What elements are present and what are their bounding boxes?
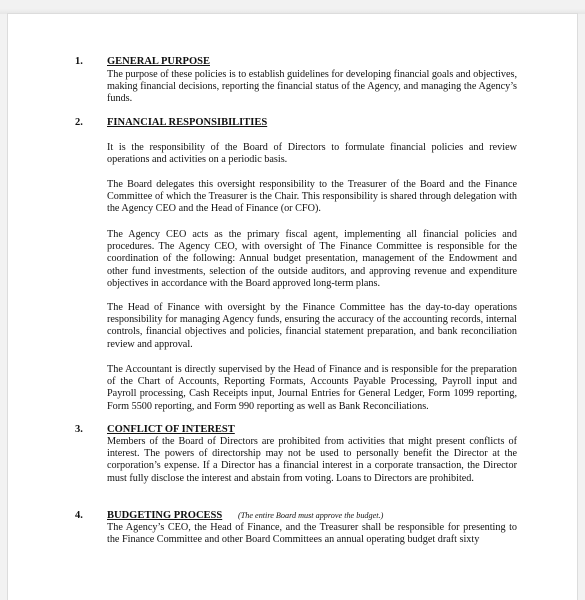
- paragraph: It is the responsibility of the Board of Directors to formulate financial policies and review operations and activities on a periodic basis.: [107, 142, 517, 166]
- section-number: 3.: [75, 424, 83, 435]
- paragraph: The Agency’s CEO, the Head of Finance, and the Treasurer shall be responsible for presenting to the Finance Committee and other Board Committees an annual operating budget draft sixty: [107, 522, 517, 546]
- section-heading-text: BUDGETING PROCESS: [107, 510, 223, 521]
- section-number: 4.: [75, 510, 83, 521]
- viewer-frame: [0, 0, 585, 14]
- paragraph: The purpose of these policies is to establish guidelines for developing financial goals and objectives, making financial decisions, reporting the financial status of the Agency, and managing the Agency’s funds.: [107, 69, 517, 105]
- section-heading: GENERAL PURPOSE: [107, 56, 210, 67]
- heading-note: (The entire Board must approve the budget.): [238, 511, 384, 520]
- paragraph: The Accountant is directly supervised by the Head of Finance and is responsible for the preparation of the Chart of Accounts, Reporting Formats, Accounts Payable Processing, Payroll input and Payroll processing, Cash Receipts input, Journal Entries for General Ledger, Form 1099 reporting, Form 5500 reporting, and Form 990 reporting as well as Bank Reconciliations.: [107, 364, 517, 412]
- section-heading: [107, 510, 222, 522]
- section-heading: FINANCIAL RESPONSIBILITIES: [107, 117, 268, 128]
- section-heading: CONFLICT OF INTEREST: [107, 424, 235, 435]
- paragraph: The Board delegates this oversight responsibility to the Treasurer of the Board and the Finance Committee of which the Treasurer is the Chair. This responsibility is shared through delegation with the Agency CEO and the Head of Finance (or CFO).: [107, 179, 517, 215]
- paragraph: The Head of Finance with oversight by the Finance Committee has the day-to-day operations responsibility for managing Agency funds, ensuring the accuracy of the accounting records, internal controls, financial objectives and policies, financial statement preparation, and bank reconciliation review and approval.: [107, 302, 517, 350]
- section-number: 1.: [75, 56, 83, 67]
- document-page: [8, 14, 577, 600]
- section-number: 2.: [75, 117, 83, 128]
- paragraph: The Agency CEO acts as the primary fiscal agent, implementing all financial policies and procedures. The Agency CEO, with oversight of The Finance Committee is responsible for the coordination of the following: Annual budget presentation, management of the Endowment and other fund investments, selection of the outside auditors, and approving revenue and expenditure objectives in accordance with the Board approved long-term plans.: [107, 229, 517, 289]
- paragraph: Members of the Board of Directors are prohibited from activities that might present conflicts of interest. The powers of directorship may not be used to personally benefit the Director at the corporation’s expense. If a Director has a financial interest in a corporate transaction, the Director must fully disclose the interest and abstain from voting. Loans to Directors are prohibited.: [107, 436, 517, 484]
